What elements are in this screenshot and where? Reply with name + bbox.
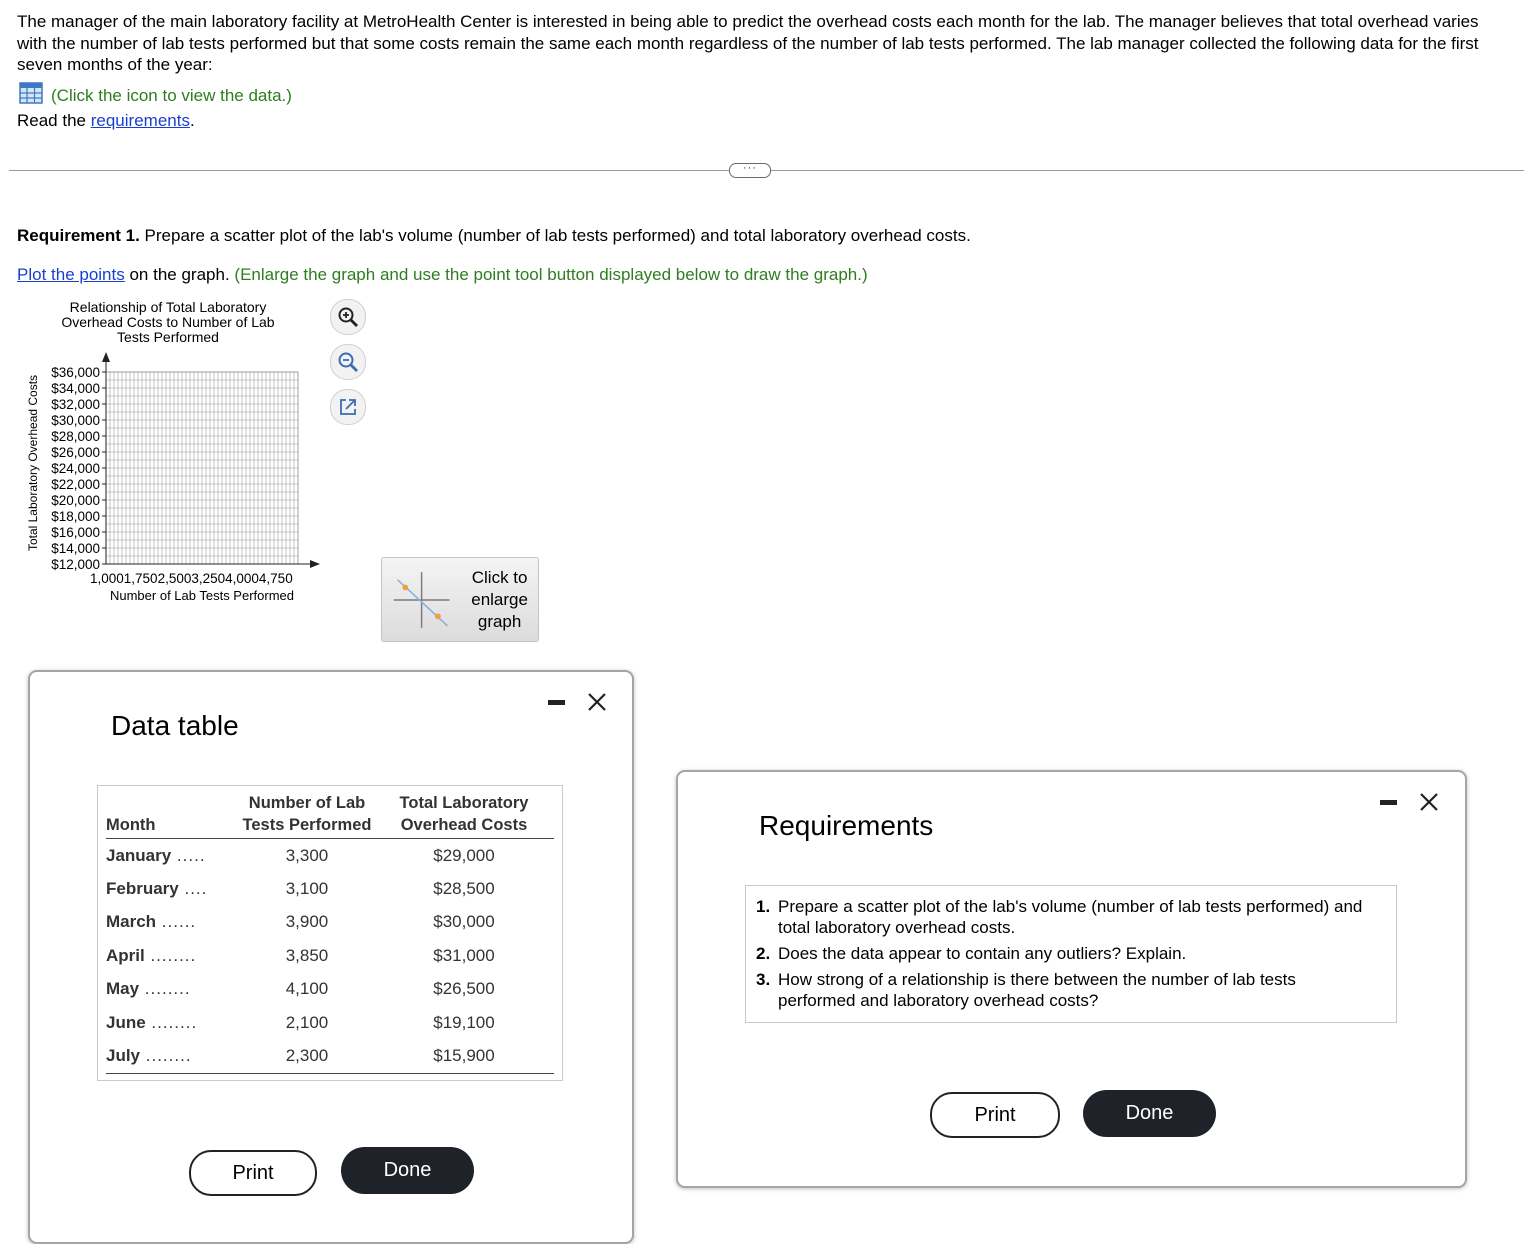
table-row — [106, 1006, 554, 1039]
popout-button[interactable] — [330, 389, 366, 425]
month-cell: May ........ — [106, 979, 191, 999]
intro-text: The manager of the main laboratory facility at MetroHealth Center is interested in being able to predict the overhead costs each month for the lab. The manager believes that total overhead varies with the number of lab tests performed but that some costs remain the same each month regardless of the number of lab tests performed. The lab manager collected the following data for the first seven months of the year: — [17, 12, 1479, 74]
month-cell: January ..... — [106, 845, 206, 865]
tests-cell: 3,900 — [285, 912, 329, 932]
y-tick-label: $14,000 — [51, 541, 100, 556]
requirement-item: 1. Prepare a scatter plot of the lab's volume (number of lab tests performed) and total laboratory overhead costs. — [756, 897, 1363, 937]
tests-cell: 3,100 — [285, 879, 329, 899]
requirements-list — [745, 885, 1397, 1023]
table-row — [106, 872, 554, 905]
y-tick-label: $24,000 — [51, 461, 100, 476]
table-row — [106, 939, 554, 972]
plot-instruction — [17, 265, 868, 285]
y-tick-label: $26,000 — [51, 445, 100, 460]
header-tests: Number of Lab Tests Performed — [240, 792, 374, 839]
y-tick-label: $22,000 — [51, 477, 100, 492]
data-table-window — [28, 670, 634, 1244]
table-row — [106, 839, 554, 873]
external-link-icon — [337, 396, 359, 418]
x-axis-arrow — [310, 560, 320, 568]
chart-title-line-1: Relationship of Total Laboratory — [69, 299, 267, 315]
requirement-1-text: Prepare a scatter plot of the lab's volume (number of lab tests performed) and total laboratory overhead costs. — [139, 226, 971, 245]
tests-cell: 3,300 — [285, 845, 329, 865]
requirement-1 — [17, 226, 971, 246]
y-tick-label: $20,000 — [51, 493, 100, 508]
data-icon-link-text[interactable]: (Click the icon to view the data.) — [51, 85, 292, 105]
read-requirements-line — [17, 111, 195, 131]
requirement-1-label: Requirement 1. — [17, 226, 140, 245]
close-icon[interactable] — [1419, 792, 1439, 812]
month-cell: June ........ — [106, 1012, 198, 1032]
requirements-title: Requirements — [759, 810, 934, 841]
header-month: Month — [106, 792, 240, 839]
tests-cell: 2,300 — [240, 1039, 374, 1073]
requirement-item: 2. Does the data appear to contain any outliers? Explain. — [756, 944, 1187, 963]
read-suffix: . — [189, 111, 195, 130]
zoom-in-button[interactable] — [330, 299, 366, 335]
costs-cell: $31,000 — [433, 945, 495, 965]
y-tick-label: $30,000 — [51, 413, 100, 428]
y-tick-label: $12,000 — [51, 557, 100, 572]
y-tick-labels — [51, 365, 106, 572]
y-tick-label: $36,000 — [51, 365, 100, 380]
tests-cell: 2,100 — [285, 1012, 329, 1032]
minimize-icon[interactable] — [548, 700, 565, 705]
y-axis-label: Total Laboratory Overhead Costs — [26, 374, 40, 552]
plot-points-link[interactable]: Plot the points — [17, 265, 125, 284]
chart-title-line-2: Overhead Costs to Number of Lab — [61, 314, 275, 330]
zoom-in-icon — [336, 305, 360, 329]
y-tick-label: $32,000 — [51, 397, 100, 412]
data-done-button[interactable]: Done — [341, 1147, 474, 1194]
data-icon-link[interactable] — [19, 82, 292, 109]
requirements-print-button[interactable]: Print — [930, 1092, 1060, 1138]
requirements-window — [676, 770, 1467, 1188]
table-row — [106, 906, 554, 939]
enlarge-graph-button[interactable] — [381, 557, 539, 642]
scatter-chart[interactable] — [0, 290, 330, 610]
y-axis-arrow — [102, 352, 110, 362]
expand-button[interactable]: ··· — [729, 163, 771, 178]
y-tick-label: $34,000 — [51, 381, 100, 396]
costs-cell: $15,900 — [374, 1039, 554, 1073]
enlarge-graph-label[interactable]: Click to enlarge graph — [471, 567, 528, 631]
y-tick-label: $28,000 — [51, 429, 100, 444]
minimize-icon[interactable] — [1380, 800, 1397, 805]
requirement-item: 3. How strong of a relationship is there between the number of lab tests performed and laboratory overhead costs? — [756, 970, 1296, 1010]
plot-hint: (Enlarge the graph and use the point tool button displayed below to draw the graph.) — [234, 265, 868, 284]
costs-cell: $26,500 — [433, 979, 495, 999]
month-cell: July ........ — [106, 1039, 240, 1073]
plot-instruction-text: on the graph. — [124, 265, 230, 284]
tests-cell: 4,100 — [285, 979, 329, 999]
chart-title-line-3: Tests Performed — [117, 329, 219, 345]
y-tick-label: $16,000 — [51, 525, 100, 540]
month-cell: April ........ — [106, 945, 197, 965]
table-row — [106, 1039, 554, 1073]
zoom-out-button[interactable] — [330, 344, 366, 380]
read-prefix: Read the — [17, 111, 91, 130]
table-icon[interactable] — [19, 82, 43, 109]
data-print-button[interactable]: Print — [189, 1150, 317, 1196]
requirements-done-button[interactable]: Done — [1083, 1090, 1216, 1137]
costs-cell: $28,500 — [433, 879, 495, 899]
y-tick-label: $18,000 — [51, 509, 100, 524]
header-costs: Total Laboratory Overhead Costs — [374, 792, 554, 839]
data-table-title: Data table — [111, 710, 239, 741]
month-cell: March ...... — [106, 912, 197, 932]
month-cell: February .... — [106, 879, 208, 899]
requirements-link[interactable]: requirements — [90, 111, 190, 130]
data-table — [97, 785, 563, 1081]
costs-cell: $19,100 — [433, 1012, 495, 1032]
table-row — [106, 973, 554, 1006]
tests-cell: 3,850 — [285, 945, 329, 965]
chart-grid — [106, 372, 298, 564]
costs-cell: $30,000 — [433, 912, 495, 932]
graph-thumbnail-icon — [388, 565, 455, 635]
x-tick-labels: 1,0001,7502,5003,2504,0004,750 — [90, 571, 293, 586]
zoom-out-icon — [336, 350, 360, 374]
close-icon[interactable] — [587, 692, 607, 712]
costs-cell: $29,000 — [433, 845, 495, 865]
x-axis-label: Number of Lab Tests Performed — [109, 588, 295, 603]
